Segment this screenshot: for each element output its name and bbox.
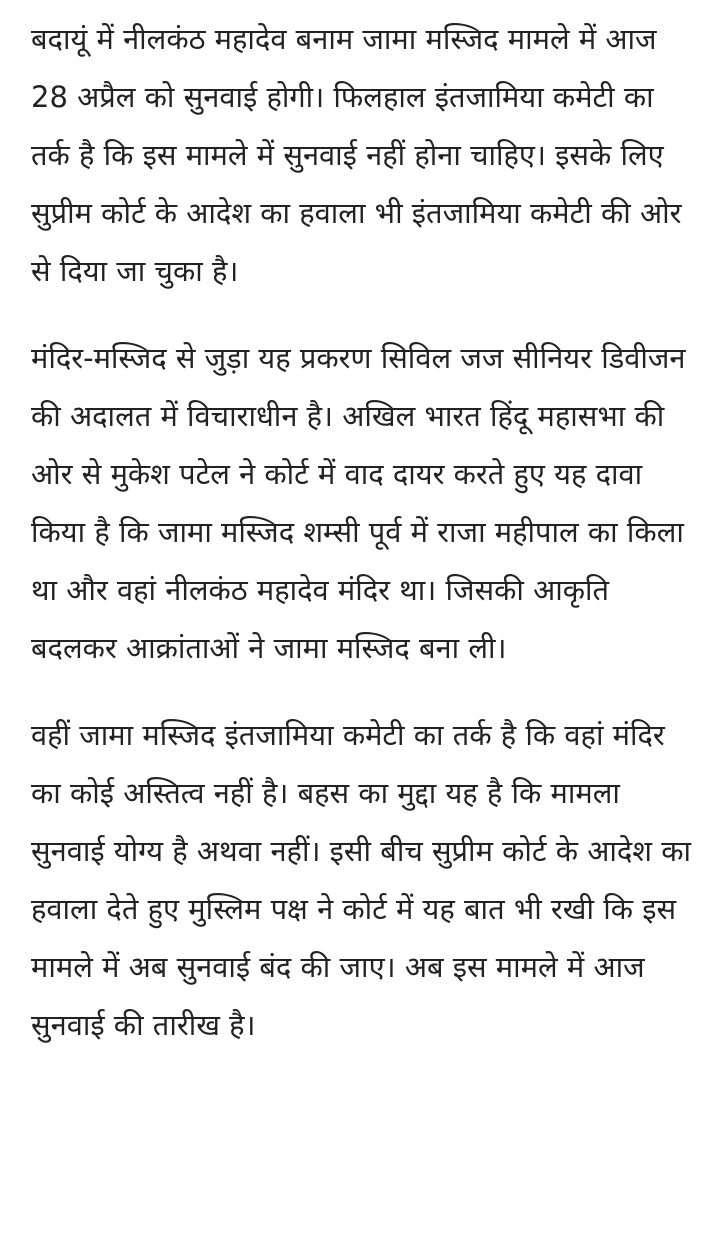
article-paragraph-1: बदायूं में नीलकंठ महादेव बनाम जामा मस्जिद मामले में आज 28 अप्रैल को सुनवाई होगी। फिलहाल इंतजामिया कमेटी का तर्क है कि इस मामले में सुनवाई नहीं होना चाहिए। इसके लिए सुप्रीम कोर्ट के आदेश का हवाला भी इंतजामिया कमेटी की ओर से दिया जा चुका है। — [31, 22, 682, 288]
article-paragraph-3: वहीं जामा मस्जिद इंतजामिया कमेटी का तर्क है कि वहां मंदिर का कोई अस्तित्व नहीं है। बहस का मुद्दा यह है कि मामला सुनवाई योग्य है अथवा नहीं। इसी बीच सुप्रीम कोर्ट के आदेश का हवाला देते हुए मुस्लिम पक्ष ने कोर्ट में यह बात भी रखी कि इस मामले में अब सुनवाई बंद की जाए। अब इस मामले में आज सुनवाई की तारीख है। — [31, 718, 691, 1042]
article-paragraph-2: मंदिर-मस्जिद से जुड़ा यह प्रकरण सिविल जज सीनियर डिवीजन की अदालत में विचाराधीन है। अखिल भारत हिंदू महासभा की ओर से मुकेश पटेल ने कोर्ट में वाद दायर करते हुए यह दावा किया है कि जामा मस्जिद शम्सी पूर्व में राजा महीपाल का किला था और वहां नीलकंठ महादेव मंदिर था। जिसकी आकृति बदलकर आक्रांताओं ने जामा मस्जिद बना ली। — [31, 341, 686, 665]
